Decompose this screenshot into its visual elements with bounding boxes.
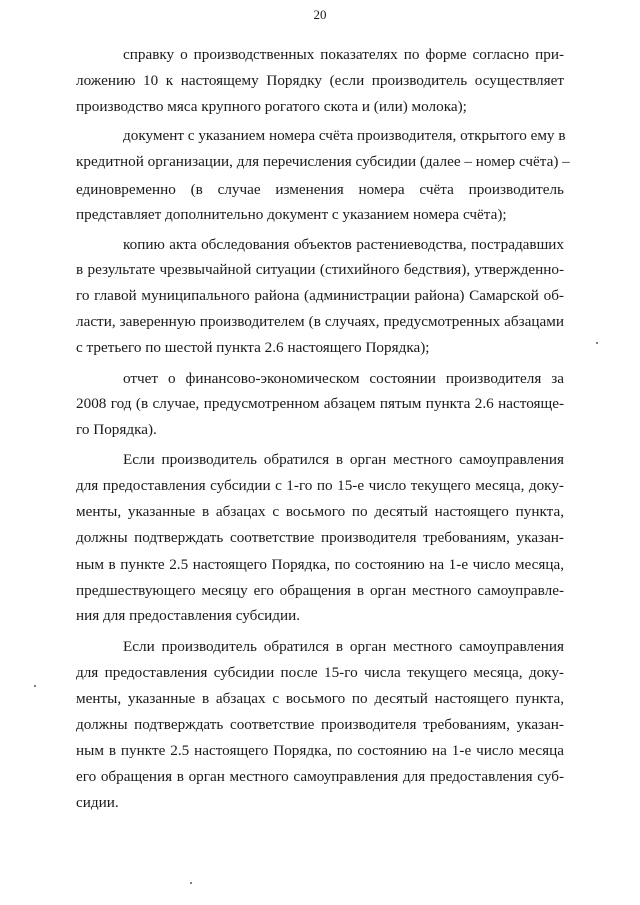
paragraph-line: справку о производственных показателях по форме согласно при-	[123, 46, 564, 63]
paragraph-line: Если производитель обратился в орган местного самоуправления	[123, 451, 564, 468]
page-number: 20	[313, 7, 327, 22]
scan-speck	[190, 882, 192, 884]
paragraph-line: его обращения в орган местного самоуправления для предоставления суб-	[76, 768, 564, 785]
paragraph-line: для предоставления субсидии с 1-го по 15-е число текущего месяца, доку-	[76, 477, 564, 494]
paragraph-line: должны подтверждать соответствие производителя требованиям, указан-	[76, 716, 564, 733]
paragraph-line: ния для предоставления субсидии.	[76, 607, 301, 624]
paragraph-line: кредитной организации, для перечисления субсидии (далее – номер счёта) –	[76, 153, 570, 170]
paragraph-line: должны подтверждать соответствие производителя требованиям, указан-	[76, 529, 564, 546]
scan-speck	[34, 685, 36, 687]
paragraph-line: копию акта обследования объектов растениеводства, пострадавших	[123, 236, 564, 253]
paragraph-line: документ с указанием номера счёта производителя, открытого ему в	[123, 127, 566, 144]
paragraph-line: го главой муниципального района (администрации района) Самарской об-	[76, 287, 564, 304]
paragraph-line: Если производитель обратился в орган местного самоуправления	[123, 638, 564, 655]
paragraph-line: сидии.	[76, 794, 119, 811]
paragraph-line: единовременно (в случае изменения номера счёта производитель	[76, 181, 564, 198]
scan-speck	[596, 342, 598, 344]
paragraph-line: в результате чрезвычайной ситуации (стихийного бедствия), утвержденно-	[76, 261, 564, 278]
paragraph-line: предшествующего месяцу его обращения в орган местного самоуправле-	[76, 582, 564, 599]
paragraph-line: отчет о финансово-экономическом состоянии производителя за	[123, 370, 564, 387]
paragraph-line: менты, указанные в абзацах с восьмого по десятый настоящего пункта,	[76, 690, 564, 707]
paragraph-line: для предоставления субсидии после 15-го числа текущего месяца, доку-	[76, 664, 564, 681]
paragraph-line: ласти, заверенную производителем (в случаях, предусмотренных абзацами	[76, 313, 564, 330]
paragraph-line: представляет дополнительно документ с указанием номера счёта);	[76, 206, 507, 223]
paragraph-line: с третьего по шестой пункта 2.6 настоящего Порядка);	[76, 339, 430, 356]
paragraph-line: 2008 год (в случае, предусмотренном абзацем пятым пункта 2.6 настояще-	[76, 395, 564, 412]
paragraph-line: го Порядка).	[76, 421, 157, 438]
paragraph-line: ным в пункте 2.5 настоящего Порядка, по состоянию на 1-е число месяца	[76, 742, 564, 759]
paragraph-line: ным в пункте 2.5 настоящего Порядка, по состоянию на 1-е число месяца,	[76, 556, 564, 573]
paragraph-line: менты, указанные в абзацах с восьмого по десятый настоящего пункта,	[76, 503, 564, 520]
paragraph-line: производство мяса крупного рогатого скота и (или) молока);	[76, 98, 467, 115]
paragraph-line: ложению 10 к настоящему Порядку (если производитель осуществляет	[76, 72, 564, 89]
